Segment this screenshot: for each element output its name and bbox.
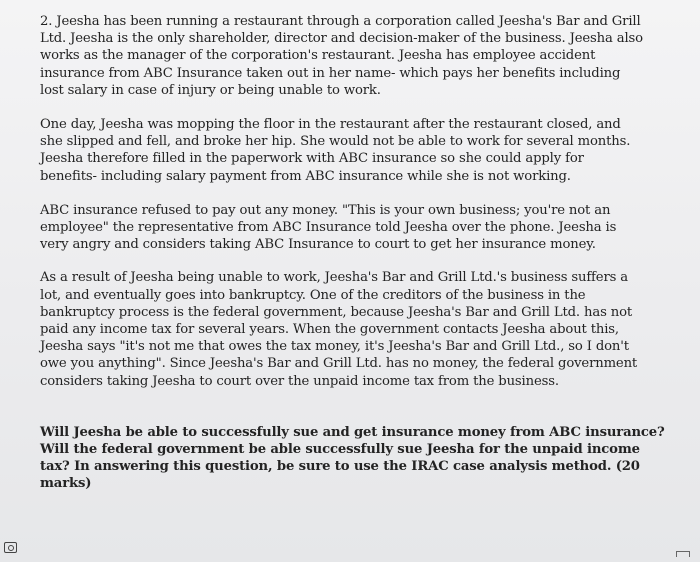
paragraph-background: 2. Jeesha has been running a restaurant through a corporation called Jeesha's Bar and Grill Ltd. Jeesha is the only shareholder, director and decision-maker of the business. Jeesha also works as the manager of the corporation's restaurant. Jeesha has employee accident insurance from ABC Insurance taken out in her name- which pays her benefits including lost salary in case of injury or being unable to work. (40, 14, 643, 98)
camera-icon (4, 542, 17, 553)
paragraph-insurance-refusal: ABC insurance refused to pay out any money. "This is your own business; you're not an employee" the representative from ABC Insurance told Jeesha over the phone. Jeesha is very angry and considers taking ABC Insurance to court to get her insurance money. (40, 202, 617, 253)
paragraph-incident: One day, Jeesha was mopping the floor in the restaurant after the restaurant closed, and she slipped and fell, and broke her hip. She would not be able to work for several months. Jeesha therefore filled in the paperwork with ABC insurance so she could apply for benefits- including salary payment from ABC insurance while she is not working. (40, 117, 631, 184)
paragraph-bankruptcy: As a result of Jeesha being unable to work, Jeesha's Bar and Grill Ltd.'s business suffers a lot, and eventually goes into bankruptcy. One of the creditors of the business in the bankruptcy process is the federal government, because Jeesha's Bar and Grill Ltd. has not paid any income tax for several years. When the government contacts Jeesha about this, Jeesha says "it's not me that owes the tax money, it's Jeesha's Bar and Grill Ltd., so I don't owe you anything". Since Jeesha's Bar and Grill Ltd. has no money, the federal government considers taking Jeesha to court over the unpaid income tax from the business. (40, 270, 638, 389)
corner-mark-icon (676, 551, 690, 557)
question-text: Will Jeesha be able to successfully sue and get insurance money from ABC insurance? Will the federal government be able successfully sue Jeesha for the unpaid income tax? In answering this question, be sure to use the IRAC case analysis method. (20 marks) (40, 424, 665, 492)
